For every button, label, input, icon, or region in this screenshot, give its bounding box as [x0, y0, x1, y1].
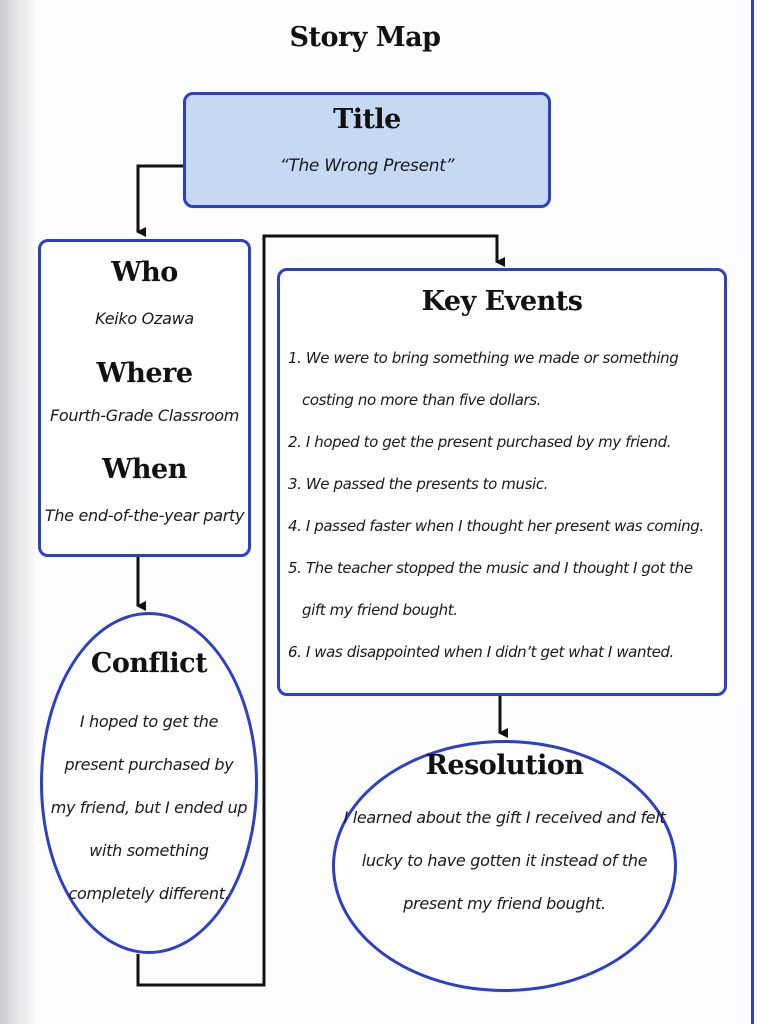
key-event-line: 3. We passed the presents to music. — [288, 475, 549, 493]
title-to-who-arrow — [138, 166, 183, 232]
when-heading: When — [102, 454, 187, 485]
who-value: Keiko Ozawa — [95, 309, 194, 328]
key-events-heading: Key Events — [421, 286, 583, 317]
key-event-line: 1. We were to bring something we made or something — [288, 349, 679, 367]
resolution-text: I learned about the gift I received and felt lucky to have gotten it instead of the present my friend bought. — [343, 808, 666, 913]
where-heading: Where — [96, 358, 193, 389]
conflict-heading: Conflict — [90, 648, 208, 679]
key-event-line: gift my friend bought. — [302, 601, 458, 619]
key-events-list — [288, 337, 728, 673]
story-title-value: “The Wrong Present” — [279, 156, 455, 176]
key-event-line: 5. The teacher stopped the music and I thought I got the — [288, 559, 693, 577]
when-value: The end-of-the-year party — [44, 506, 245, 525]
who-heading: Who — [111, 257, 178, 288]
key-event-line: costing no more than five dollars. — [302, 391, 542, 409]
key-event-line: 4. I passed faster when I thought her present was coming. — [288, 517, 704, 535]
page-title: Story Map — [289, 22, 441, 53]
resolution-heading: Resolution — [425, 750, 584, 781]
key-event-line: 6. I was disappointed when I didn’t get what I wanted. — [288, 643, 674, 661]
where-value: Fourth-Grade Classroom — [49, 406, 239, 425]
conflict-text: I hoped to get the present purchased by my friend, but I ended up with something completely different. — [50, 712, 248, 903]
title-heading: Title — [333, 104, 401, 135]
key-event-line: 2. I hoped to get the present purchased by my friend. — [288, 433, 672, 451]
